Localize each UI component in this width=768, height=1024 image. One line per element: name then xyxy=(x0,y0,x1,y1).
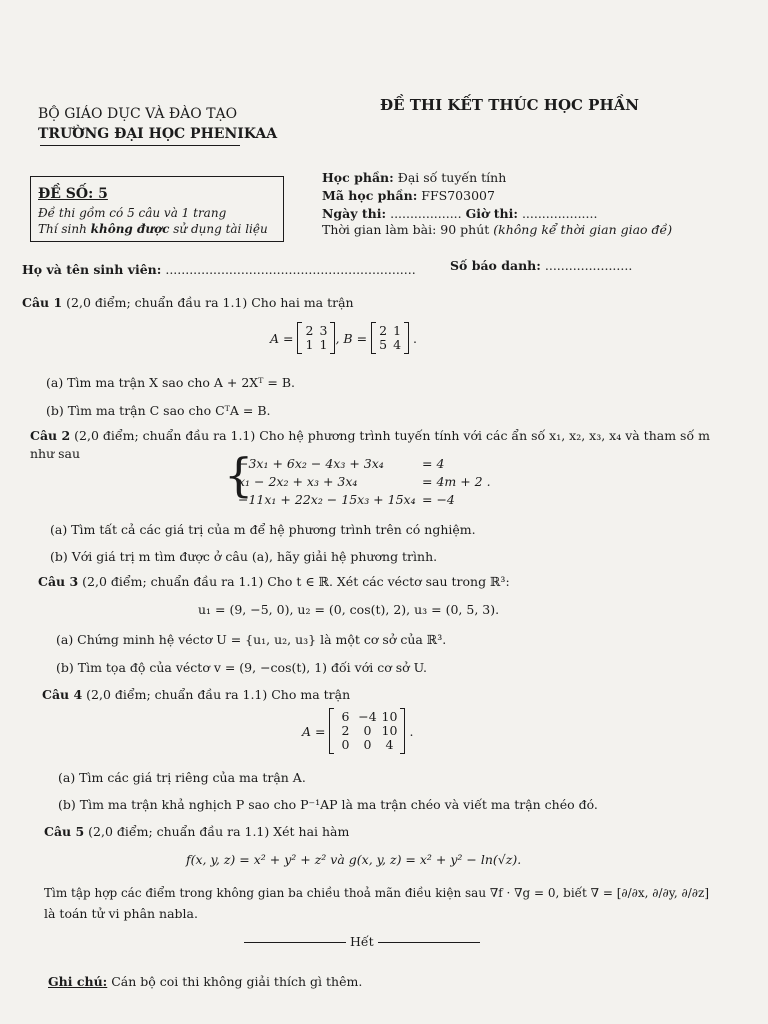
exam-duration: Thời gian làm bài: 90 phút (không kể thời gian giao đề) xyxy=(322,222,673,237)
q4-heading: Câu 4 (2,0 điểm; chuẩn đầu ra 1.1) Cho ma trận xyxy=(42,687,351,702)
exam-code: ĐỀ SỐ: 5 xyxy=(38,186,108,202)
matrix-a-cell: 1 xyxy=(319,337,328,352)
q1-part-b: (b) Tìm ma trận C sao cho CᵀA = B. xyxy=(46,403,271,418)
matrix-b-cell: 4 xyxy=(393,337,402,352)
matrix-a-3x3 xyxy=(329,708,405,754)
matrix-a-cell: 1 xyxy=(305,337,314,352)
ministry-name: BỘ GIÁO DỤC VÀ ĐÀO TẠO xyxy=(38,106,238,122)
student-id-line: Số báo danh: ...................... xyxy=(450,258,633,273)
matrix-b xyxy=(371,322,409,354)
school-underline xyxy=(40,145,240,146)
q2-heading-cont: như sau xyxy=(30,446,81,461)
q1-matrices: A = 2 3 1 1 , B = 2 1 5 4 . xyxy=(270,323,417,352)
q4-part-b: (b) Tìm ma trận khả nghịch P sao cho P⁻¹AP là ma trận chéo và viết ma trận chéo đó. xyxy=(58,797,598,812)
q2-rhs3: = −4 xyxy=(422,492,455,507)
q2-rhs1: = 4 xyxy=(422,456,445,471)
matrix-a xyxy=(297,322,335,354)
matrix-3x3-cell: −4 xyxy=(358,709,377,724)
matrix-b-cell: 1 xyxy=(393,323,402,338)
matrix-a-cell: 2 xyxy=(305,323,314,338)
q5-text-1: Tìm tập hợp các điểm trong không gian ba chiều thoả mãn điều kiện sau ∇f · ∇g = 0, biết ∇ = [∂/∂x, ∂/∂y, ∂/∂z] xyxy=(44,886,710,900)
matrix-b-cell: 2 xyxy=(379,323,388,338)
exam-note-1: Đề thi gồm có 5 câu và 1 trang xyxy=(38,206,227,220)
matrix-b-cell: 5 xyxy=(379,337,388,352)
q3-part-b: (b) Tìm tọa độ của véctơ v = (9, −cos(t), 1) đối với cơ sở U. xyxy=(56,660,427,675)
q3-part-a: (a) Chứng minh hệ véctơ U = {u₁, u₂, u₃} là một cơ sở của ℝ³. xyxy=(56,632,447,647)
q2-heading: Câu 2 (2,0 điểm; chuẩn đầu ra 1.1) Cho hệ phương trình tuyến tính với các ẩn số x₁, x₂, x₃, x₄ và tham số m xyxy=(30,428,710,443)
course-code: Mã học phần: FFS703007 xyxy=(322,188,495,203)
student-name-line: Họ và tên sinh viên: ............................................................... xyxy=(22,262,416,277)
q4-part-a: (a) Tìm các giá trị riêng của ma trận A. xyxy=(58,770,306,785)
end-line-left xyxy=(244,942,346,943)
course-subject: Học phần: Đại số tuyến tính xyxy=(322,170,507,185)
matrix-3x3-cell: 10 xyxy=(381,723,398,738)
footer-note: Ghi chú: Cán bộ coi thi không giải thích gì thêm. xyxy=(48,974,363,989)
school-name: TRƯỜNG ĐẠI HỌC PHENIKAA xyxy=(38,126,278,142)
q5-text-2: là toán tử vi phân nabla. xyxy=(44,906,198,921)
end-line-right xyxy=(378,942,480,943)
q2-part-a: (a) Tìm tất cả các giá trị của m để hệ phương trình trên có nghiệm. xyxy=(50,522,476,537)
q2-eq1: −3x₁ + 6x₂ − 4x₃ + 3x₄ xyxy=(238,456,384,471)
matrix-3x3-cell: 4 xyxy=(385,737,394,752)
q2-rhs2: = 4m + 2 . xyxy=(422,474,491,489)
q2-part-b: (b) Với giá trị m tìm được ở câu (a), hãy giải hệ phương trình. xyxy=(50,549,438,564)
q4-matrix: A = 6 −4 10 2 0 10 0 0 4 . xyxy=(302,709,414,752)
system-brace: { xyxy=(224,448,254,502)
matrix-3x3-cell: 0 xyxy=(363,723,372,738)
matrix-3x3-cell: 0 xyxy=(363,737,372,752)
q2-eq2: x₁ − 2x₂ + x₃ + 3x₄ xyxy=(238,474,358,489)
exam-title: ĐỀ THI KẾT THÚC HỌC PHẦN xyxy=(380,96,639,114)
exam-note-2: Thí sinh không được sử dụng tài liệu xyxy=(38,222,268,236)
q5-functions: f(x, y, z) = x² + y² + z² và g(x, y, z) = x² + y² − ln(√z). xyxy=(186,852,522,867)
q2-eq3: −11x₁ + 22x₂ − 15x₃ + 15x₄ xyxy=(238,492,416,507)
q5-heading: Câu 5 (2,0 điểm; chuẩn đầu ra 1.1) Xét hai hàm xyxy=(44,824,350,839)
q3-heading: Câu 3 (2,0 điểm; chuẩn đầu ra 1.1) Cho t ∈ ℝ. Xét các véctơ sau trong ℝ³: xyxy=(38,574,510,589)
matrix-3x3-cell: 10 xyxy=(381,709,398,724)
exam-date-time: Ngày thi: .................. Giờ thi: ................... xyxy=(322,206,598,221)
matrix-3x3-cell: 6 xyxy=(341,709,350,724)
q1-heading: Câu 1 (2,0 điểm; chuẩn đầu ra 1.1) Cho hai ma trận xyxy=(22,295,354,310)
matrix-3x3-cell: 2 xyxy=(341,723,350,738)
q1-part-a: (a) Tìm ma trận X sao cho A + 2Xᵀ = B. xyxy=(46,375,296,390)
matrix-3x3-cell: 0 xyxy=(341,737,350,752)
end-marker: Hết xyxy=(350,934,374,949)
q3-vectors: u₁ = (9, −5, 0), u₂ = (0, cos(t), 2), u₃ = (0, 5, 3). xyxy=(198,602,500,617)
matrix-a-cell: 3 xyxy=(319,323,328,338)
